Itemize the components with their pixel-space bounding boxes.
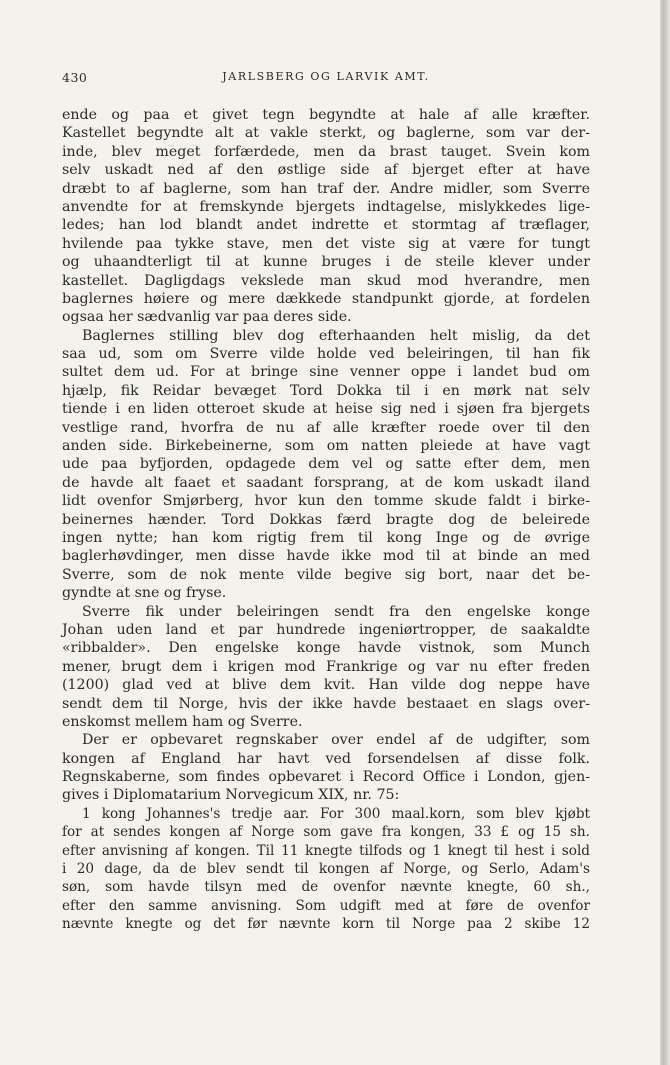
- text-line: Sverre fik under beleiringen sendt fra den engelske konge: [82, 603, 590, 620]
- text-line: (1200) glad ved at blive dem kvit. Han vilde dog neppe have: [62, 677, 590, 694]
- text-line: baglerhøvdinger, men disse havde ikke mod til at binde an med: [62, 548, 590, 565]
- text-line: Regnskaberne, som findes opbevaret i Record Office i London, gjen-: [62, 769, 590, 786]
- text-line: ingen nytte; han kom rigtig frem til kong Inge og de øvrige: [62, 529, 590, 546]
- text-line: vestlige rand, hvorfra de nu af alle kræfter roede over til den: [62, 419, 590, 436]
- text-line: gyndte at sne og fryse.: [62, 585, 227, 602]
- text-line: Baglernes stilling blev dog efterhaanden helt mislig, da det: [82, 327, 590, 344]
- text-line: hvilende paa tykke stave, men det viste sig at være for tungt: [62, 235, 590, 252]
- text-line: Der er opbevaret regnskaber over endel af de udgifter, som: [82, 732, 590, 749]
- text-line: saa ud, som om Sverre vilde holde ved beleiringen, til han fik: [62, 346, 590, 363]
- text-line: efter den samme anvisning. Som udgift med at føre de ovenfor: [62, 897, 590, 914]
- page-number: 430: [62, 70, 88, 85]
- text-line: inde, blev meget forfærdede, men da brast tauget. Svein kom: [62, 143, 590, 160]
- text-line: mener, brugt dem i krigen mod Frankrige og var nu efter freden: [62, 658, 590, 675]
- text-line: i 20 dage, da de blev sendt til kongen af Norge, og Serlo, Adam's: [62, 861, 590, 878]
- text-line: tiende i en liden otteroet skude at heise sig ned i sjøen fra bjergets: [62, 401, 590, 418]
- text-line: ogsaa her sædvanlig var paa deres side.: [62, 309, 352, 326]
- text-line: «ribbalder». Den engelske konge havde vistnok, som Munch: [62, 640, 590, 657]
- text-line: anvendte for at fremskynde bjergets indtagelse, mislykkedes lige-: [62, 198, 590, 215]
- text-line: for at sendes kongen af Norge som gave fra kongen, 33 £ og 15 sh.: [62, 824, 590, 841]
- text-line: ude paa byfjorden, opdagede dem vel og satte efter dem, men: [62, 456, 590, 473]
- running-title: JARLSBERG OG LARVIK AMT.: [222, 70, 430, 83]
- text-line: sendt dem til Norge, hvis der ikke havde bestaaet en slags over-: [62, 695, 590, 712]
- text-line: kastellet. Dagligdags vekslede man skud mod hverandre, men: [62, 272, 590, 289]
- text-line: efter anvisning af kongen. Til 11 knegte tilfods og 1 knegt til hest i sold: [62, 842, 590, 859]
- running-head: [62, 70, 590, 88]
- text-line: ledes; han lod blandt andet indrette et stormtag af træflager,: [62, 217, 590, 234]
- text-line: sultet dem ud. For at bringe sine venner oppe i landet bud om: [62, 364, 590, 381]
- text-line: gives i Diplomatarium Norvegicum XIX, nr. 75:: [62, 787, 400, 804]
- page-edge: [660, 0, 670, 1065]
- text-line: beinernes hænder. Tord Dokkas færd bragte dog de beleirede: [62, 511, 590, 528]
- text-line: ende og paa et givet tegn begyndte at hale af alle kræfter.: [62, 107, 590, 123]
- text-line: baglernes høiere og mere dækkede standpunkt gjorde, at fordelen: [62, 290, 590, 307]
- text-line: enskomst mellem ham og Sverre.: [62, 713, 303, 730]
- text-line: Sverre, som de nok mente vilde begive sig bort, naar det be-: [62, 566, 590, 583]
- text-line: lidt ovenfor Smjørberg, hvor kun den tomme skude faldt i birke-: [62, 493, 590, 510]
- text-line: nævnte knegte og det før nævnte korn til Norge paa 2 skibe 12: [62, 916, 590, 933]
- text-line: kongen af England har havt ved forsendelsen af disse folk.: [62, 750, 590, 767]
- text-line: søn, som havde tilsyn med de ovenfor nævnte knegte, 60 sh.,: [62, 879, 590, 896]
- text-line: anden side. Birkebeinerne, som om natten pleiede at have vagt: [62, 438, 590, 455]
- text-line: de havde alt faaet et saadant forsprang, at de kom uskadt iland: [62, 474, 590, 491]
- text-line: 1 kong Johannes's tredje aar. For 300 maal.korn, som blev kjøbt: [82, 805, 590, 822]
- text-line: selv uskadt ned af den østlige side af bjerget efter at have: [62, 162, 590, 179]
- text-line: dræbt to af baglerne, som han traf der. Andre midler, som Sverre: [62, 180, 590, 197]
- text-line: hjælp, fik Reidar bevæget Tord Dokka til i en mørk nat selv: [62, 382, 590, 399]
- body-text: [62, 106, 590, 934]
- text-line: Kastellet begyndte alt at vakle sterkt, og baglerne, som var der-: [62, 125, 590, 142]
- text-line: Johan uden land et par hundrede ingeniørtropper, de saakaldte: [62, 621, 590, 638]
- text-line: og uhaandterligt til at kunne bruges i de steile klever under: [62, 254, 590, 271]
